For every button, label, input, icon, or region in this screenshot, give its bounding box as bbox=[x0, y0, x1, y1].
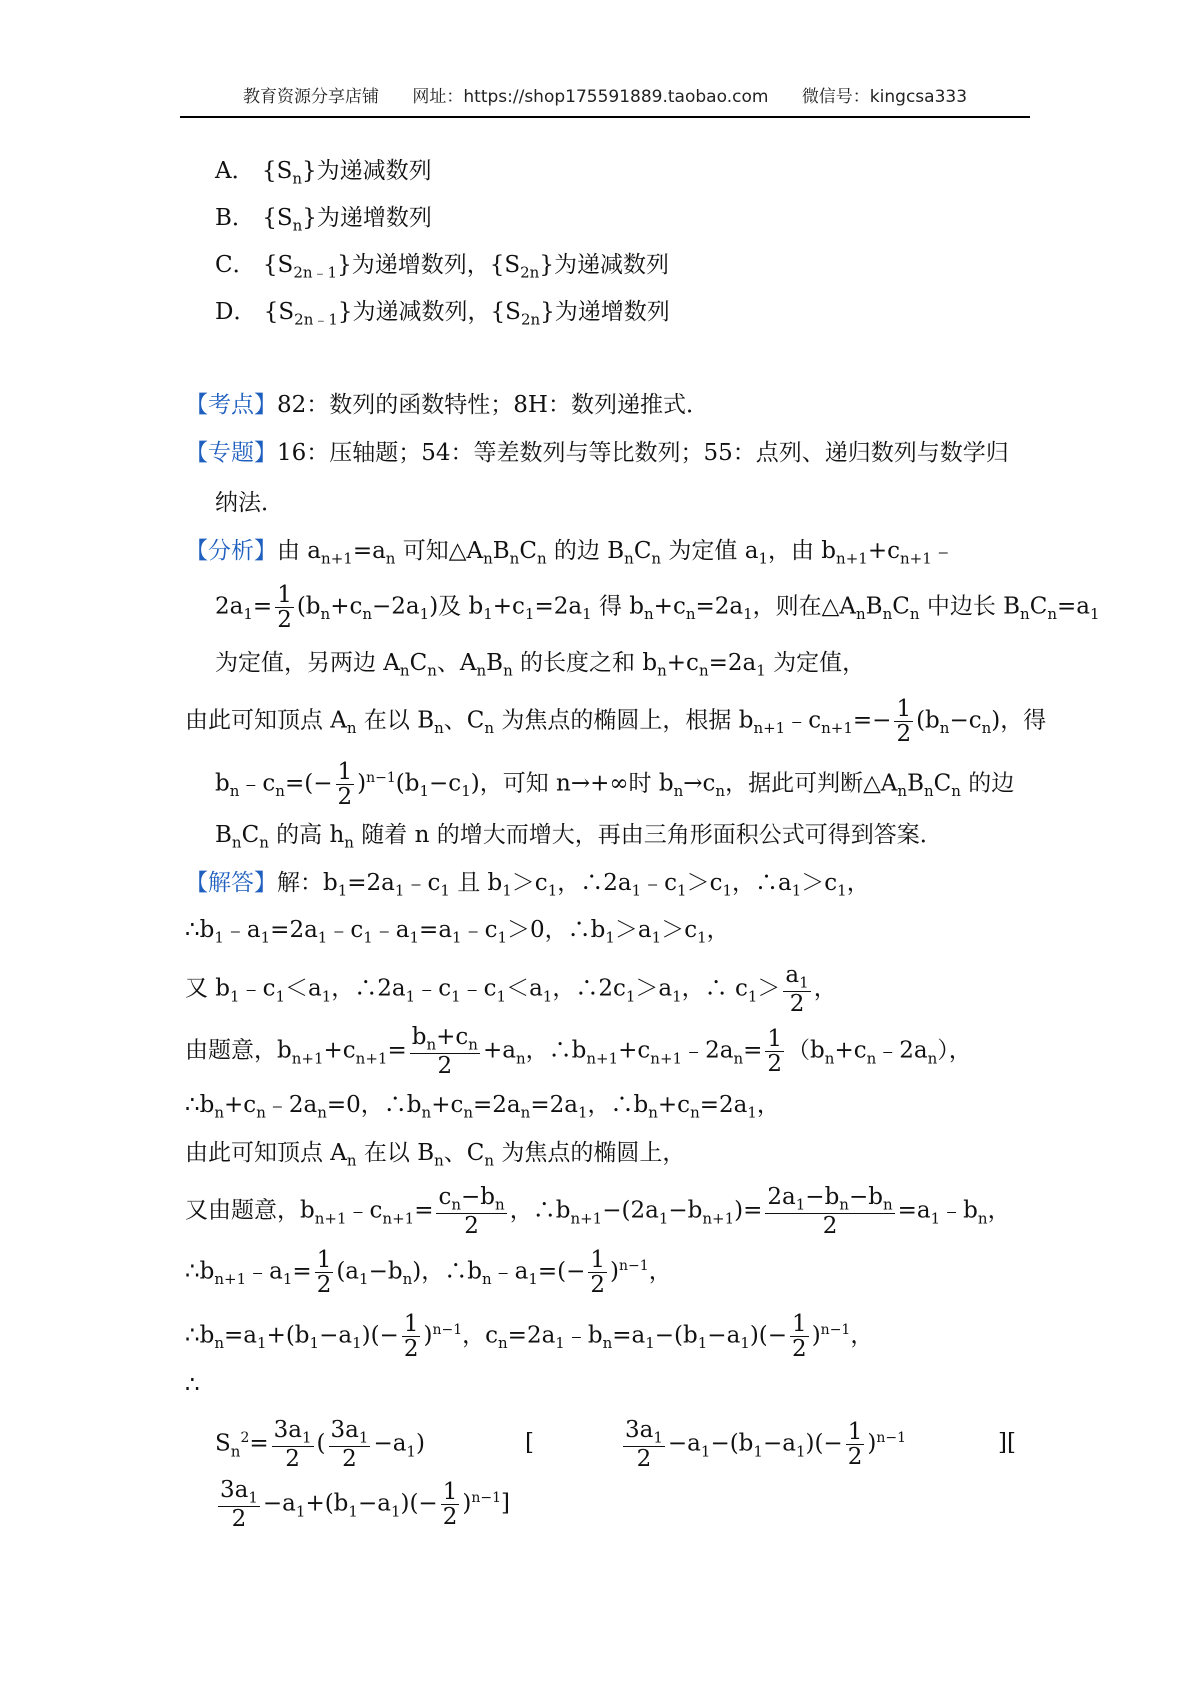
fenxi-line-5: $b_n﹣c_n=(-$ $\frac{1}{2}$ )$^{n-1}(b_1-c_1)$，可知 n→+∞时 $b_n\to c_n$，据此可判断$\triangle A_nB_nC_n$ 的边 bbox=[215, 759, 1015, 811]
page-header bbox=[180, 82, 1030, 118]
zhuanti-tag: 【专题】 bbox=[185, 440, 277, 466]
jieda-line-2: $\therefore b_1﹣a_1=2a_1﹣c_1﹣a_1=a_1﹣c_1>0$，$\therefore b_1>a_1>c_1$， bbox=[185, 917, 730, 947]
jieda-line-8: $\therefore b_{n+1}﹣a_1=$ $\frac{1}{2}$ $(a_1-b_n)$，$\therefore b_n﹣a_1=(-$ $\frac{1}{2}$ )$^{n-1}$， bbox=[185, 1247, 672, 1299]
fenxi-tag: 【分析】 bbox=[185, 538, 277, 564]
option-b: B． $\{S_n\}$为递增数列 bbox=[215, 205, 432, 235]
jieda-line-6: 由此可知顶点 $A_n$ 在以 $B_n$、$C_n$ 为焦点的椭圆上， bbox=[185, 1140, 686, 1170]
zhuanti-line-1: 【专题】16：压轴题；54：等差数列与等比数列；55：点列、递归数列与数学归 bbox=[185, 440, 1009, 466]
shop-name: 教育资源分享店铺 bbox=[242, 87, 379, 107]
jieda-line-10: ∴ bbox=[185, 1372, 200, 1398]
jieda-line-5: $\therefore b_n+c_n﹣2a_n=0$，$\therefore b_n+c_n=2a_n=2a_1$，$\therefore b_n+c_n=2a_1$， bbox=[185, 1092, 780, 1122]
shop-wechat: 微信号：kingcsa333 bbox=[801, 87, 968, 107]
jieda-bracket-mid: ][ bbox=[998, 1430, 1016, 1456]
jieda-line-11b: $\frac{3a_1}{2}$ $-a_1-(b_1-a_1)(-$ $\frac{1}{2}$ )$^{n-1}$ bbox=[625, 1417, 906, 1473]
fenxi-line-4: 由此可知顶点 $A_n$ 在以 $B_n$、$C_n$ 为焦点的椭圆上，根据 $b_{n+1}﹣c_{n+1}=-$ $\frac{1}{2}$ $(b_n-c_n)$，得 bbox=[185, 696, 1047, 748]
jieda-line-3: 又 $b_1﹣c_1<a_1$，$\therefore 2a_1﹣c_1﹣c_1<a_1$，$\therefore 2c_1>a_1$，∴ $c_1>$ $\frac{a_1}{2}$ ， bbox=[185, 962, 837, 1018]
jieda-line-7: 又由题意，$b_{n+1}﹣c_{n+1}=$ $\frac{c_n-b_n}{2}$ ，$\therefore b_{n+1}-(2a_1-b_{n+1})=$ $\frac{2a_1-b_n-b_n}{2}$ $=a_1﹣b_n$， bbox=[185, 1184, 1011, 1240]
kaodian-line: 【考点】82：数列的函数特性；8H：数列递推式． bbox=[185, 392, 709, 418]
option-d: D． $\{S_{2n﹣1}\}$为递减数列，$\{S_{2n}\}$为递增数列 bbox=[215, 299, 670, 329]
option-a: A． $\{S_n\}$为递减数列 bbox=[215, 158, 432, 188]
jieda-line-11: $S_n^2=$ $\frac{3a_1}{2}$ ( $\frac{3a_1}{2}$ $-a_1$) bbox=[215, 1417, 425, 1473]
zhuanti-line-2: 纳法． bbox=[215, 490, 284, 516]
jieda-bracket-open: [ bbox=[525, 1430, 534, 1456]
fenxi-line-3: 为定值，另两边 $A_nC_n$、$A_nB_n$ 的长度之和 $b_n+c_n=2a_1$ 为定值， bbox=[215, 650, 866, 680]
jieda-line-12: $\frac{3a_1}{2}$ $-a_1+(b_1-a_1)(-$ $\frac{1}{2}$ )$^{n-1}$] bbox=[220, 1477, 510, 1533]
jieda-line-4: 由题意，$b_{n+1}+c_{n+1}=$ $\frac{b_n+c_n}{2}$ $+a_n$，$\therefore b_{n+1}+c_{n+1}﹣2a_n=$ $\frac{1}{2}$ $(b_n+c_n﹣2a_n)$， bbox=[185, 1024, 972, 1080]
jieda-line-9: $\therefore b_n=a_1+(b_1-a_1)(-$ $\frac{1}{2}$ )$^{n-1}$，$c_n=2a_1﹣b_n=a_1-(b_1-a_1)(-$ $\frac{1}{2}$ )$^{n-1}$， bbox=[185, 1311, 874, 1363]
fenxi-line-2: $2a_1=$ $\frac{1}{2}$ $(b_n+c_n-2a_1)$及 $b_1+c_1=2a_1$ 得 $b_n+c_n=2a_1$，则在$\triangle A_nB_nC_n$ 中边长 $B_nC_n=a_1$ bbox=[215, 582, 1100, 634]
shop-website: 网址：https://shop175591889.taobao.com bbox=[412, 87, 769, 107]
kaodian-tag: 【考点】 bbox=[185, 392, 277, 418]
jieda-line-1: 【解答】解：$b_1=2a_1﹣c_1$ 且 $b_1>c_1$，$\therefore 2a_1﹣c_1>c_1$，$\therefore a_1>c_1$， bbox=[185, 870, 870, 900]
option-c: C． $\{S_{2n﹣1}\}$为递增数列，$\{S_{2n}\}$为递减数列 bbox=[215, 252, 669, 282]
fenxi-line-6: $B_nC_n$ 的高 $h_n$ 随着 n 的增大而增大，再由三角形面积公式可得到答案． bbox=[215, 822, 943, 852]
fenxi-line-1: 【分析】由 $a_{n+1}=a_n$ 可知$\triangle A_nB_nC_n$ 的边 $B_nC_n$ 为定值 $a_1$，由 $b_{n+1}+c_{n+1}﹣$ bbox=[185, 538, 955, 568]
jieda-tag: 【解答】 bbox=[185, 870, 277, 896]
